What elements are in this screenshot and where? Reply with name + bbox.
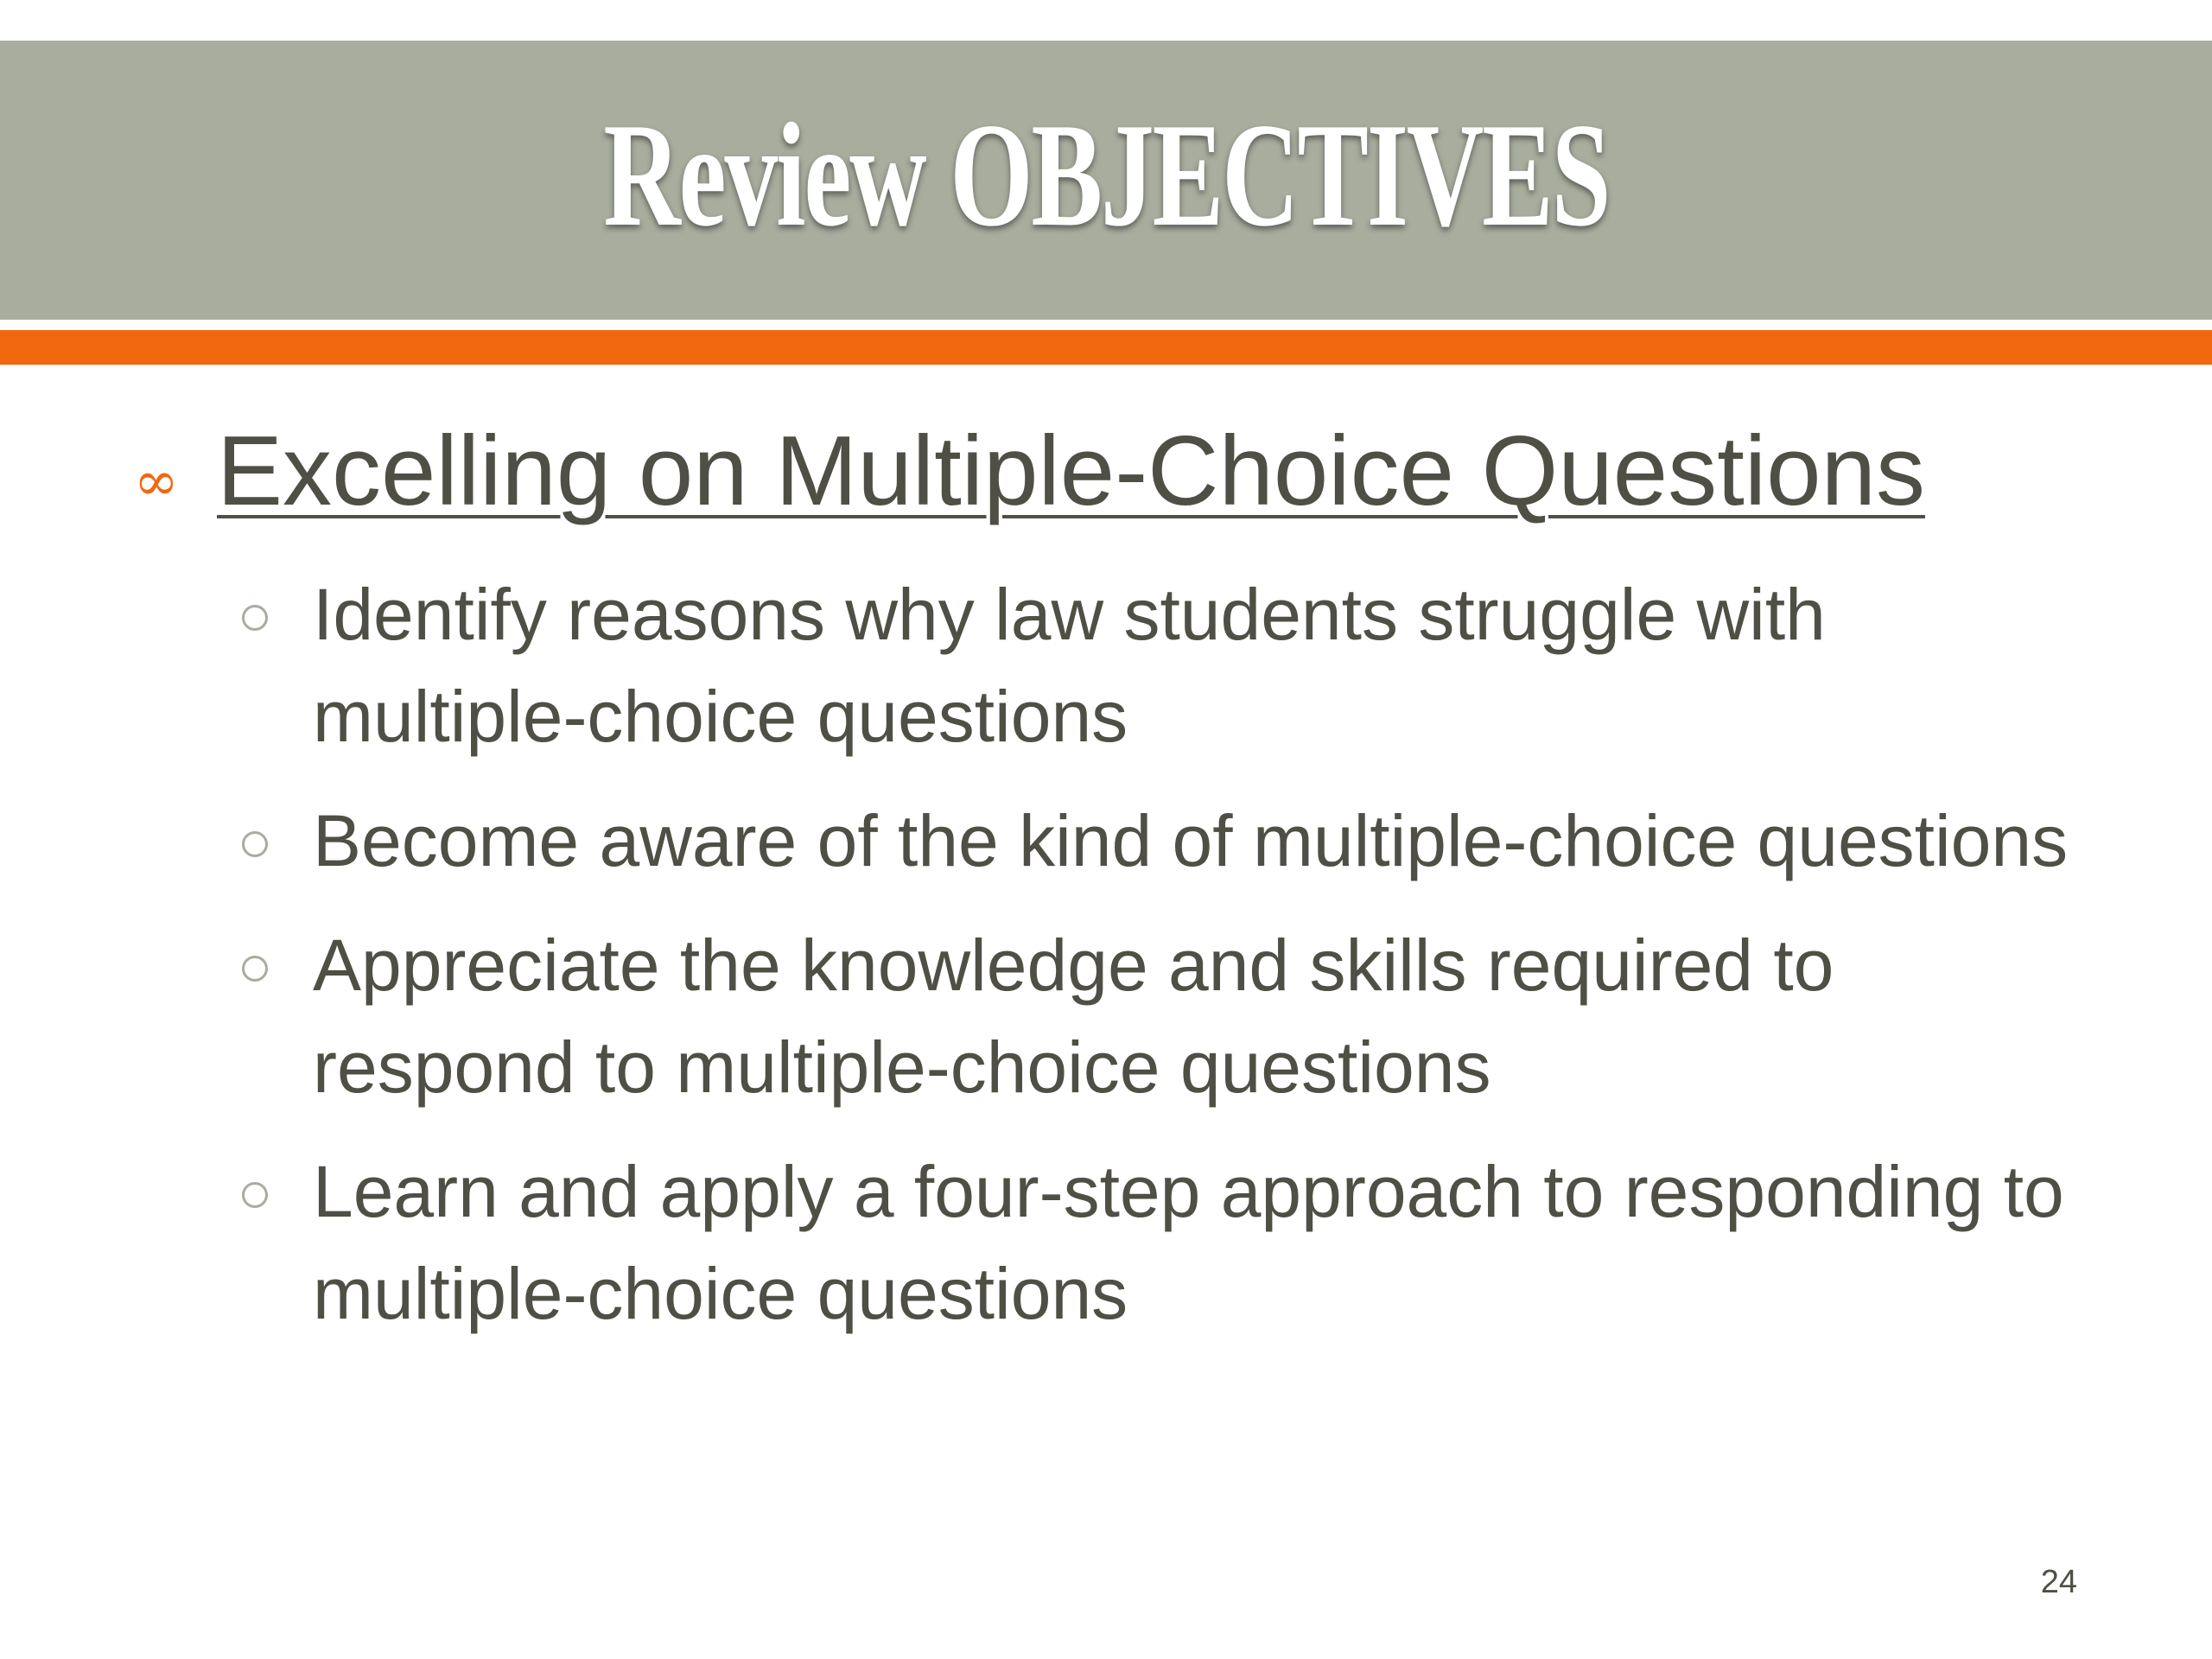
list-item [242,914,2100,1118]
hollow-circle-icon [242,1182,268,1208]
list-item-text: Become aware of the kind of multiple-choice questions [313,800,2069,881]
scroll-flourish-icon: ∞ [134,449,179,512]
slide-number: 24 [2040,1564,2077,1600]
list-item [242,1141,2100,1344]
hollow-circle-icon [242,956,268,982]
list-item-text: Learn and apply a four-step approach to responding to multiple-choice questions [313,1151,2064,1334]
objectives-list [242,563,2100,1367]
section-heading-text: Excelling on Multiple-Choice Questions [217,416,1925,526]
list-item [242,790,2100,892]
slide-title: Review OBJECTIVES [603,92,1609,257]
hollow-circle-icon [242,831,268,857]
hollow-circle-icon [242,605,268,631]
section-heading [134,415,1925,528]
list-item-text: Appreciate the knowledge and skills required to respond to multiple-choice questions [313,925,1834,1108]
list-item-text: Identify reasons why law students struggle with multiple-choice questions [313,574,1826,757]
list-item [242,563,2100,767]
